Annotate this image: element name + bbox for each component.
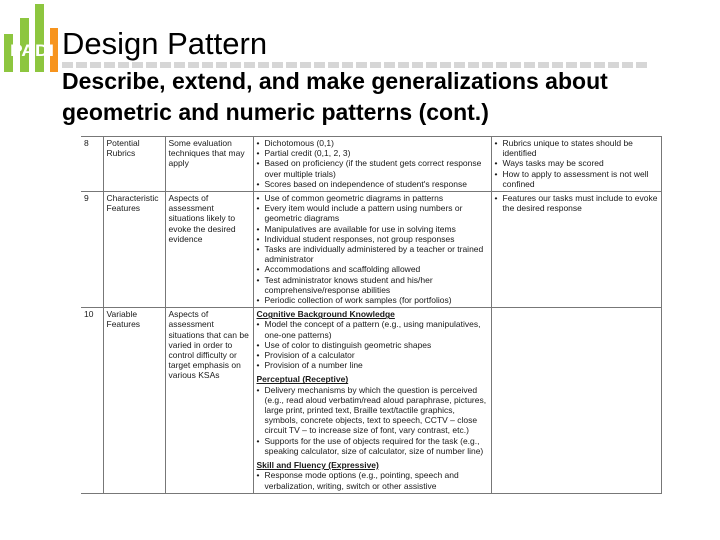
logo-text: PADI [10, 41, 54, 60]
list-item: • Supports for the use of objects required for the task (e.g., speaking calculator, size of calculator, size of number line) [257, 436, 488, 456]
list-item: • Manipulatives are available for use in solving items [257, 224, 488, 234]
bullet-list [257, 470, 488, 490]
list-item: • Response mode options (e.g., pointing, speech and verbalization, writing, switch or other assistive [257, 470, 488, 490]
notes-list [495, 138, 658, 189]
list-item: • Model the concept of a pattern (e.g., using manipulatives, one-one patterns) [257, 319, 488, 339]
attribute-values [253, 137, 491, 192]
list-item: • Provision of a calculator [257, 350, 488, 360]
page-title: Design Pattern [62, 26, 268, 61]
list-item: • Provision of a number line [257, 360, 488, 370]
attribute-values [253, 192, 491, 308]
bullet-list [257, 319, 488, 370]
page-subtitle: Describe, extend, and make generalizations about geometric and numeric patterns (cont.) [62, 68, 608, 125]
design-pattern-table [81, 136, 662, 494]
padi-logo [4, 4, 58, 72]
attribute-description: Some evaluation techniques that may apply [165, 137, 253, 192]
list-item: • Dichotomous (0,1) [257, 138, 488, 148]
section-heading: Cognitive Background Knowledge [256, 309, 395, 320]
row-number: 8 [81, 137, 103, 192]
list-item: • Use of common geometric diagrams in patterns [257, 193, 488, 203]
list-item: • Periodic collection of work samples (for portfolios) [257, 295, 488, 305]
list-item: • Delivery mechanisms by which the question is perceived (e.g., read aloud verbatim/read aloud paraphrase, pictures, large print, printed text, Braille text/tactile graphics, symbols, concrete objects, text to speech, CCTV – close circuit TV – to increase size of font, vary contrast, etc.) [257, 385, 488, 436]
attribute-name: Potential Rubrics [103, 137, 165, 192]
list-item: • How to apply to assessment is not well confined [495, 169, 658, 189]
list-item: • Every item would include a pattern using numbers or geometric diagrams [257, 203, 488, 223]
notes-list [495, 193, 658, 213]
row-number: 10 [81, 308, 103, 493]
section-heading: Perceptual (Receptive) [256, 374, 349, 385]
list-item: • Use of color to distinguish geometric shapes [257, 340, 488, 350]
attribute-values [253, 308, 491, 493]
attribute-name: Characteristic Features [103, 192, 165, 308]
list-item: • Ways tasks may be scored [495, 158, 658, 168]
list-item: • Rubrics unique to states should be identified [495, 138, 658, 158]
list-item: • Individual student responses, not group responses [257, 234, 488, 244]
list-item: • Based on proficiency (if the student gets correct response over multiple trials) [257, 158, 488, 178]
table-row [81, 192, 661, 308]
list-item: • Accommodations and scaffolding allowed [257, 264, 488, 274]
attribute-name: Variable Features [103, 308, 165, 493]
table-body [81, 137, 661, 494]
list-item: • Partial credit (0,1, 2, 3) [257, 148, 488, 158]
logo-bar-green-tall [35, 4, 44, 72]
section-heading: Skill and Fluency (Expressive) [256, 460, 379, 471]
table-row [81, 137, 661, 192]
bullet-list [257, 193, 488, 305]
attribute-notes [491, 137, 661, 192]
list-item: • Tasks are individually administered by a teacher or trained administrator [257, 244, 488, 264]
list-item: • Features our tasks must include to evoke the desired response [495, 193, 658, 213]
bullet-list [257, 385, 488, 456]
bullet-list [257, 138, 488, 189]
attribute-description: Aspects of assessment situations that can be varied in order to control difficulty or target emphasis on various KSAs [165, 308, 253, 493]
row-number: 9 [81, 192, 103, 308]
attribute-description: Aspects of assessment situations likely to evoke the desired evidence [165, 192, 253, 308]
table-row [81, 308, 661, 493]
attribute-notes [491, 308, 661, 493]
attribute-notes [491, 192, 661, 308]
list-item: • Scores based on independence of student's response [257, 179, 488, 189]
list-item: • Test administrator knows student and his/her comprehensive/response abilities [257, 275, 488, 295]
